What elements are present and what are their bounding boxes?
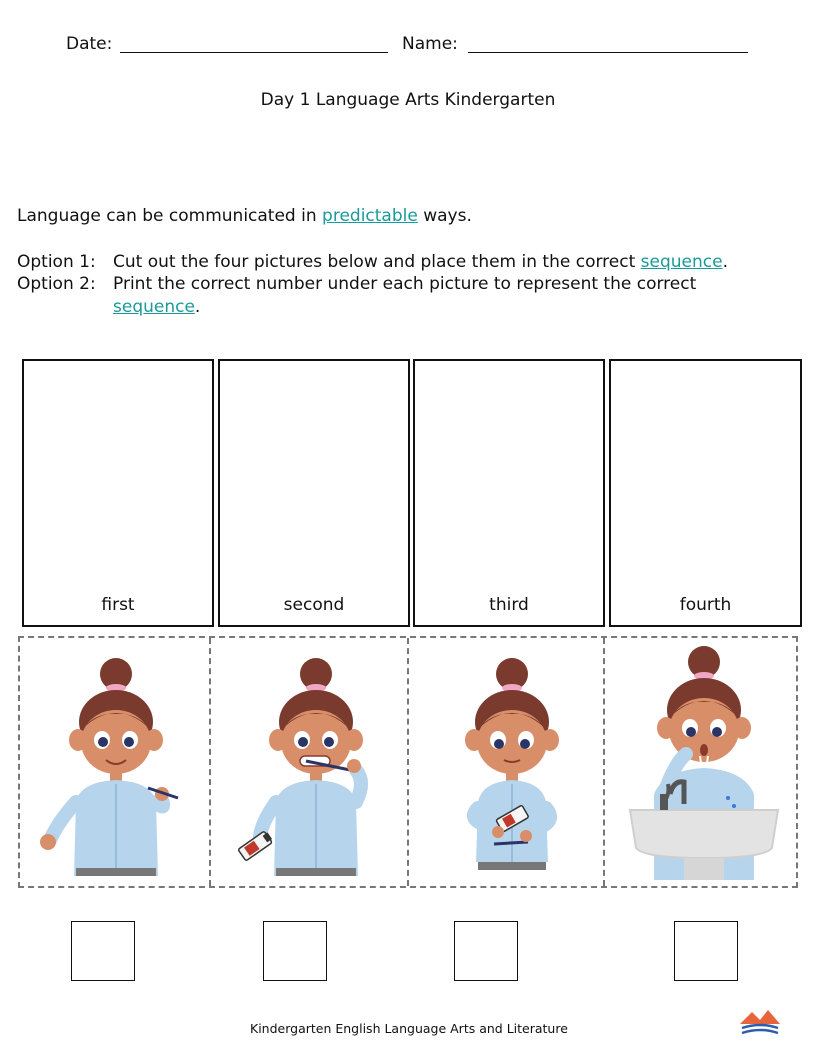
predictable-link[interactable]: predictable	[322, 206, 418, 226]
girl-applying-toothpaste-icon[interactable]	[428, 652, 588, 876]
cut-line	[407, 638, 409, 886]
number-box-2[interactable]	[263, 921, 327, 981]
sequence-box-second[interactable]	[218, 359, 410, 627]
option-2-line1: Print the correct number under each picture to represent the correct	[113, 274, 697, 294]
option-2-label: Option 2:	[17, 274, 96, 294]
number-box-3[interactable]	[454, 921, 518, 981]
sequence-box-label: third	[489, 595, 529, 615]
sequence-box-first[interactable]	[22, 359, 214, 627]
girl-holding-toothbrush-icon[interactable]	[36, 652, 196, 876]
name-field[interactable]	[468, 52, 748, 53]
sequence-box-label: first	[101, 595, 135, 615]
sequence-link-1[interactable]: sequence	[640, 252, 723, 272]
intro-before: Language can be communicated in	[17, 206, 323, 226]
girl-at-sink-icon[interactable]	[624, 644, 784, 880]
intro-text	[17, 206, 472, 226]
sequence-box-third[interactable]	[413, 359, 605, 627]
option-1-after: .	[722, 252, 728, 272]
number-box-1[interactable]	[71, 921, 135, 981]
option-1-before: Cut out the four pictures below and place them in the correct	[113, 252, 641, 272]
name-label: Name:	[402, 34, 458, 54]
page-title: Day 1 Language Arts Kindergarten	[260, 90, 556, 110]
option-1-label: Option 1:	[17, 252, 96, 272]
option-1-text	[113, 252, 803, 272]
girl-brushing-teeth-icon[interactable]	[232, 652, 392, 876]
option-2-after: .	[194, 297, 201, 317]
date-label: Date:	[66, 34, 113, 54]
number-box-4[interactable]	[674, 921, 738, 981]
date-field[interactable]	[120, 52, 388, 53]
sequence-link-2[interactable]: sequence	[113, 297, 195, 317]
sequence-box-fourth[interactable]	[609, 359, 802, 627]
option-2-line2	[113, 297, 200, 317]
sequence-box-label: fourth	[679, 595, 732, 615]
mountain-book-logo-icon	[738, 1008, 782, 1036]
footer-text: Kindergarten English Language Arts and Literature	[250, 1021, 568, 1036]
sequence-box-label: second	[283, 595, 345, 615]
cut-line	[603, 638, 605, 886]
cut-line	[209, 638, 211, 886]
intro-after: ways.	[417, 206, 472, 226]
